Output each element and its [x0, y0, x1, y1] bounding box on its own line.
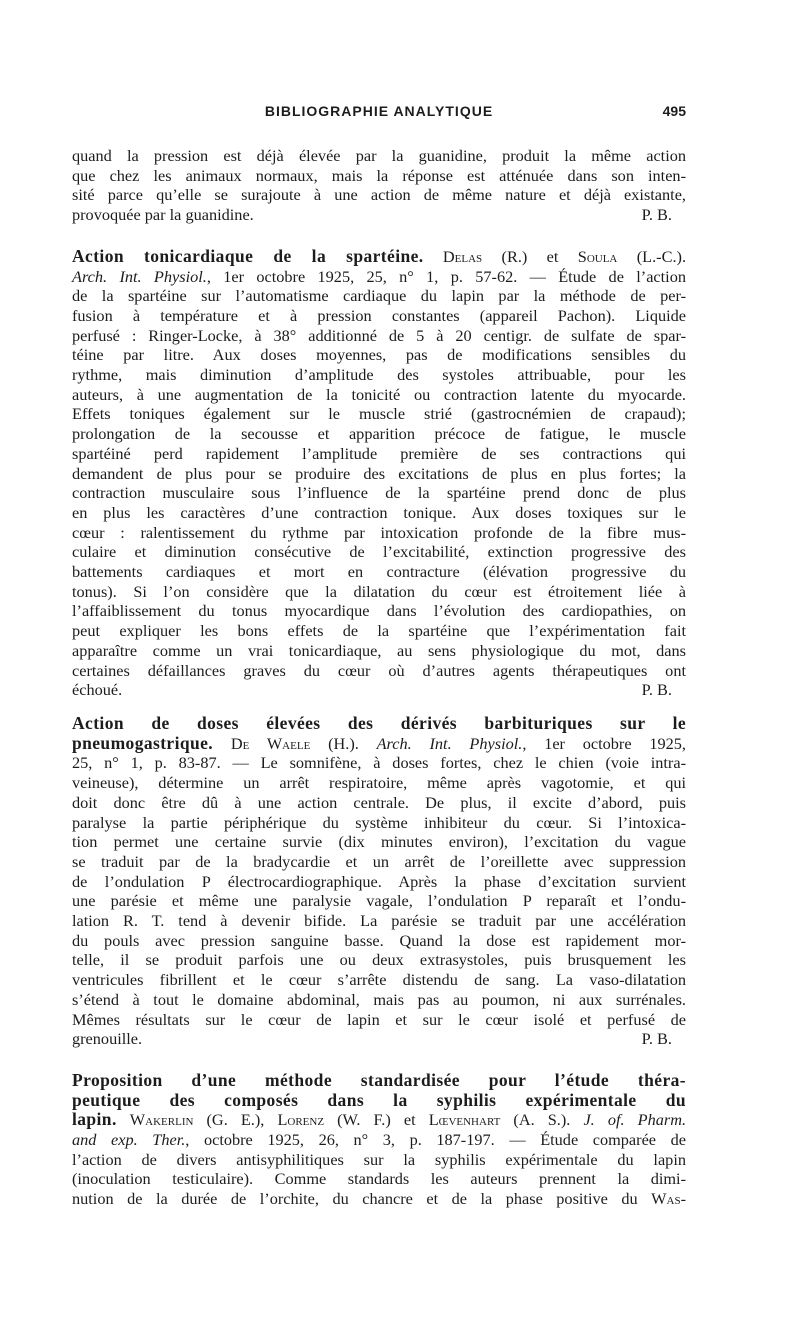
- text-line: en plus les caractères d’une contraction tonique. Aux doses toxiques sur le: [72, 502, 686, 522]
- running-head: [72, 103, 686, 127]
- text-line: lation R. T. tend à devenir bifide. La parésie se traduit par une accélération: [72, 911, 686, 931]
- text-line: provoquée par la guanidine.: [72, 205, 254, 225]
- text-line: grenouille.: [72, 1029, 143, 1049]
- text-line: peut expliquer les bons effets de la spartéine que l’expérimentation fait: [72, 621, 686, 641]
- text-line: une parésie et même une paralysie vagale, l’ondulation P reparaît et l’ondu-: [72, 891, 686, 911]
- author-name: Delas: [442, 246, 483, 266]
- author-name: Lœvenhart: [428, 1110, 501, 1130]
- text-line: sité parce qu’elle se surajoute à une action de même nature et déjà existante,: [72, 185, 686, 205]
- page-body: [72, 146, 686, 1209]
- text-line: de la spartéine sur l’automatisme cardiaque du lapin par la méthode de per-: [72, 286, 686, 306]
- text-line: Mêmes résultats sur le cœur de lapin et sur le cœur isolé et perfusé de: [72, 1009, 686, 1029]
- text-line: apparaître comme un vrai tonicardiaque, au sens physiologique du mot, dans: [72, 640, 686, 660]
- citation-details: , 1er octobre 1925, 25, n° 1, p. 57-62. — Étude de l’action: [206, 266, 686, 286]
- text-line: tion permet une certaine survie (dix minutes environ), l’excitation du vague: [72, 832, 686, 852]
- entry-title: pneumogastrique.: [72, 732, 214, 753]
- text-line: fusion à température et à pression constantes (appareil Pachon). Liquide: [72, 305, 686, 325]
- citation-details: , octobre 1925, 26, n° 3, p. 187-197. — Étude comparée de: [185, 1130, 686, 1150]
- reviewer-signature: P. B.: [641, 205, 672, 225]
- review-entry-syphilis: [72, 1071, 686, 1209]
- text-line: l’action de divers antisyphilitiques sur la syphilis expérimentale du lapin: [72, 1149, 686, 1169]
- text-line: se traduit par de la bradycardie et un arrêt de l’oreillette avec suppression: [72, 851, 686, 871]
- author-initials: (L.-C.).: [636, 246, 687, 266]
- text-line: culaire et diminution consécutive de l’excitabilité, extinction progressive des: [72, 542, 686, 562]
- text-line: contraction musculaire sous l’influence de la spartéine prend donc de plus: [72, 483, 686, 503]
- entry-title: Action de doses élevées des dérivés barbituriques sur le: [72, 712, 686, 733]
- text-line: tonus). Si l’on considère que la dilatation du cœur est étroitement liée à: [72, 581, 686, 601]
- text-line: veineuse), détermine un arrêt respiratoire, même après vagotomie, et qui: [72, 773, 686, 793]
- text-line: que chez les animaux normaux, mais la réponse est atténuée dans son inten-: [72, 165, 686, 185]
- text-line: ventricules fibrillent et le cœur s’arrête distendu de sang. La vaso-dilatation: [72, 970, 686, 990]
- journal-name: and exp. Ther.: [72, 1130, 186, 1150]
- continuation-paragraph: [72, 146, 686, 225]
- page-number: 495: [662, 103, 686, 119]
- text-line: spartéiné perd rapidement l’amplitude première de ses contractions qui: [72, 443, 686, 463]
- citation-details: , 1er octobre 1925,: [522, 733, 686, 753]
- author-initials: (R.) et: [501, 246, 559, 266]
- entry-title: lapin.: [72, 1109, 117, 1130]
- text-fragment: nution de la durée de l’orchite, du chancre et de la phase positive du: [72, 1189, 638, 1209]
- entry-title-line: [72, 1071, 686, 1091]
- entry-heading-line: [72, 1110, 686, 1130]
- reviewer-signature: P. B.: [641, 680, 672, 700]
- journal-name: J. of. Pharm.: [583, 1110, 687, 1130]
- text-line: battements cardiaques et mort en contracture (élévation progressive du: [72, 562, 686, 582]
- author-name: Wakerlin: [129, 1110, 194, 1130]
- author-name: Lorenz: [277, 1110, 325, 1130]
- entry-title: Action tonicardiaque de la spartéine.: [72, 245, 424, 266]
- author-initials: (A. S.).: [513, 1110, 571, 1130]
- text-line: quand la pression est déjà élevée par la guanidine, produit la même action: [72, 146, 686, 165]
- text-line: demandent de plus pour se produire des excitations de plus en plus fortes; la: [72, 463, 686, 483]
- text-line: prolongation de la secousse et apparition précoce de fatigue, le muscle: [72, 424, 686, 444]
- review-entry-barbituriques: [72, 714, 686, 1049]
- author-initials: (W. F.) et: [337, 1110, 416, 1130]
- review-entry-sparteine: [72, 247, 686, 700]
- text-line: Effets toniques également sur le muscle strié (gastrocnémien de crapaud);: [72, 404, 686, 424]
- entry-title: Proposition d’une méthode standardisée pour l’étude théra-: [72, 1069, 686, 1090]
- entry-heading-line: [72, 247, 686, 267]
- citation-line: [72, 1130, 686, 1150]
- text-line: échoué.: [72, 680, 123, 700]
- citation-line: [72, 267, 686, 287]
- author-initials: (G. E.),: [206, 1110, 265, 1130]
- author-initials: (H.).: [328, 733, 359, 753]
- journal-name: Arch. Int. Physiol.: [72, 266, 207, 286]
- reviewer-signature: P. B.: [641, 1029, 672, 1049]
- text-line: paralyse la partie périphérique du système inhibiteur du cœur. Si l’intoxica-: [72, 812, 686, 832]
- text-line: auteurs, à une augmentation de la tonicité ou contraction latente du myocarde.: [72, 384, 686, 404]
- text-line: l’affaiblissement du tonus myocardique dans l’évolution des cardiopathies, on: [72, 601, 686, 621]
- text-line: [72, 1189, 686, 1209]
- text-line: téine par litre. Aux doses moyennes, pas de modifications sensibles du: [72, 345, 686, 365]
- entry-title: peutique des composés dans la syphilis expérimentale du: [72, 1089, 686, 1110]
- text-line: de l’ondulation P électrocardiographique. Après la phase d’excitation survient: [72, 871, 686, 891]
- entry-heading-line: [72, 734, 686, 754]
- entry-title-line: [72, 714, 686, 734]
- text-line: doit donc être dû à une action centrale. De plus, il excite d’abord, puis: [72, 792, 686, 812]
- entry-title-line: [72, 1091, 686, 1111]
- text-line: rythme, mais diminution d’amplitude des systoles attribuable, pour les: [72, 365, 686, 385]
- text-line: du pouls avec pression sanguine basse. Quand la dose est rapidement mor-: [72, 930, 686, 950]
- citation-line: 25, n° 1, p. 83-87. — Le somnifène, à doses fortes, chez le chien (voie intra-: [72, 753, 686, 773]
- text-line: certaines défaillances graves du cœur où d’autres agents thérapeutiques ont: [72, 660, 686, 680]
- text-line: s’étend à tout le domaine abdominal, mais pas au poumon, ni aux surrénales.: [72, 989, 686, 1009]
- text-line: perfusé : Ringer-Locke, à 38° additionné de 5 à 20 centigr. de sulfate de spar-: [72, 325, 686, 345]
- author-name: De Waele: [230, 733, 311, 753]
- author-name: Soula: [577, 246, 618, 266]
- running-title: BIBLIOGRAPHIE ANALYTIQUE: [264, 103, 494, 119]
- journal-name: Arch. Int. Physiol.: [376, 733, 523, 753]
- text-fragment: Was-: [651, 1189, 686, 1209]
- text-line: cœur : ralentissement du rythme par intoxication profonde de la fibre mus-: [72, 522, 686, 542]
- text-line: telle, il se produit parfois une ou deux extrasystoles, puis brusquement les: [72, 950, 686, 970]
- text-line: (inoculation testiculaire). Comme standards les auteurs prennent la dimi-: [72, 1169, 686, 1189]
